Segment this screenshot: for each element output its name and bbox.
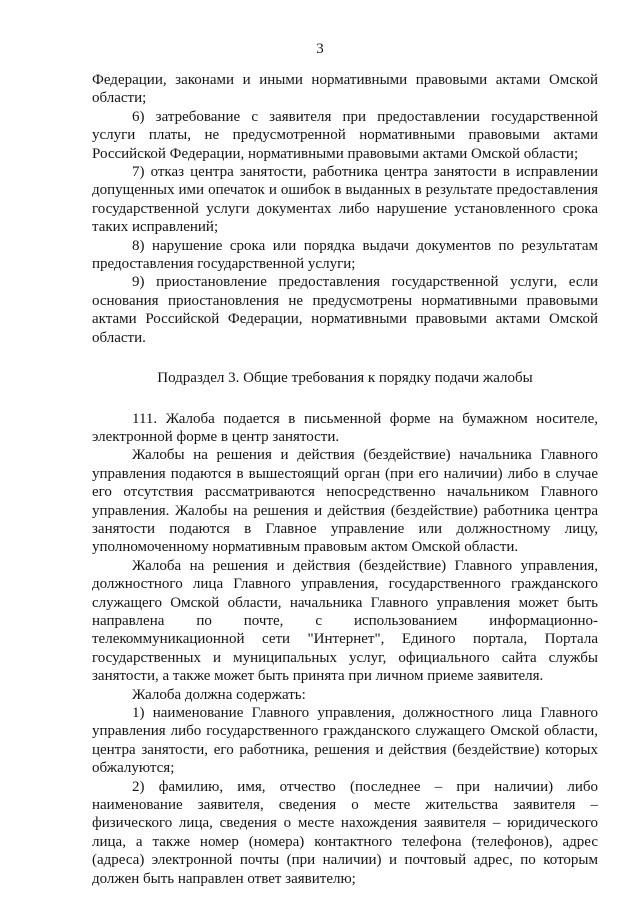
contents-item-1: 1) наименование Главного управления, должностного лица Главного управления либо государственного гражданского служащего Омской области, центра занятости, его работника, решения и действия (бездействие) которых обжалуются; xyxy=(92,705,598,777)
paragraph-complaint-contents: Жалоба должна содержать: xyxy=(132,686,306,703)
contents-item-2: 2) фамилию, имя, отчество (последнее – при наличии) либо наименование заявителя, сведения о месте жительства заявителя – физического лица, сведения о месте нахождения заявителя – юридического лица, а также номер (номера) контактного телефона (телефонов), адрес (адреса) электронной почты (при наличии) и почтовый адрес, по которым должен быть направлен ответ заявителю; xyxy=(92,778,598,887)
list-item-8: 8) нарушение срока или порядка выдачи документов по результатам предоставления государственной услуги; xyxy=(92,237,598,273)
paragraph-111: 111. Жалоба подается в письменной форме на бумажном носителе, электронной форме в центр занятости. xyxy=(92,410,598,445)
list-item-6: 6) затребование с заявителя при предоставлении государственной услуги платы, не предусмотренной нормативными правовыми актами Российской Федерации, нормативными правовыми актами Омской области; xyxy=(92,108,598,162)
page-number: 3 xyxy=(316,41,324,57)
document-body xyxy=(92,71,598,888)
section-heading: Подраздел 3. Общие требования к порядку подачи жалобы xyxy=(157,370,533,387)
list-item-9: 9) приостановление предоставления государственной услуги, если основания приостановления не предусмотрены нормативными правовыми актами Российской Федерации, нормативными правовыми актами Омской области. xyxy=(92,274,598,346)
paragraph-complaints-channels: Жалоба на решения и действия (бездействие) Главного управления, должностного лица Главного управления, государственного гражданского служащего Омской области, начальника Главного управления может быть направлена по почте, с использованием информационно-телекоммуникационной сети "Интернет", Единого портала, Портала государственных и муниципальных услуг, официального сайта службы занятости, а также может быть принята при личном приеме заявителя. xyxy=(92,557,598,685)
paragraph-continuation: Федерации, законами и иными нормативными правовыми актами Омской области; xyxy=(92,72,598,107)
list-item-7: 7) отказ центра занятости, работника центра занятости в исправлении допущенных ими опечаток и ошибок в выданных в результате предоставления государственной услуги документах либо нарушение установленного срока таких исправлений; xyxy=(92,164,598,236)
paragraph-complaints-head: Жалобы на решения и действия (бездействие) начальника Главного управления подаются в вышестоящий орган (при его наличии) либо в случае его отсутствия рассматриваются непосредственно начальником Главного управления. Жалобы на решения и действия (бездействие) работника центра занятости подаются в Главное управление или должностному лицу, уполномоченному нормативным правовым актом Омской области. xyxy=(92,447,598,556)
